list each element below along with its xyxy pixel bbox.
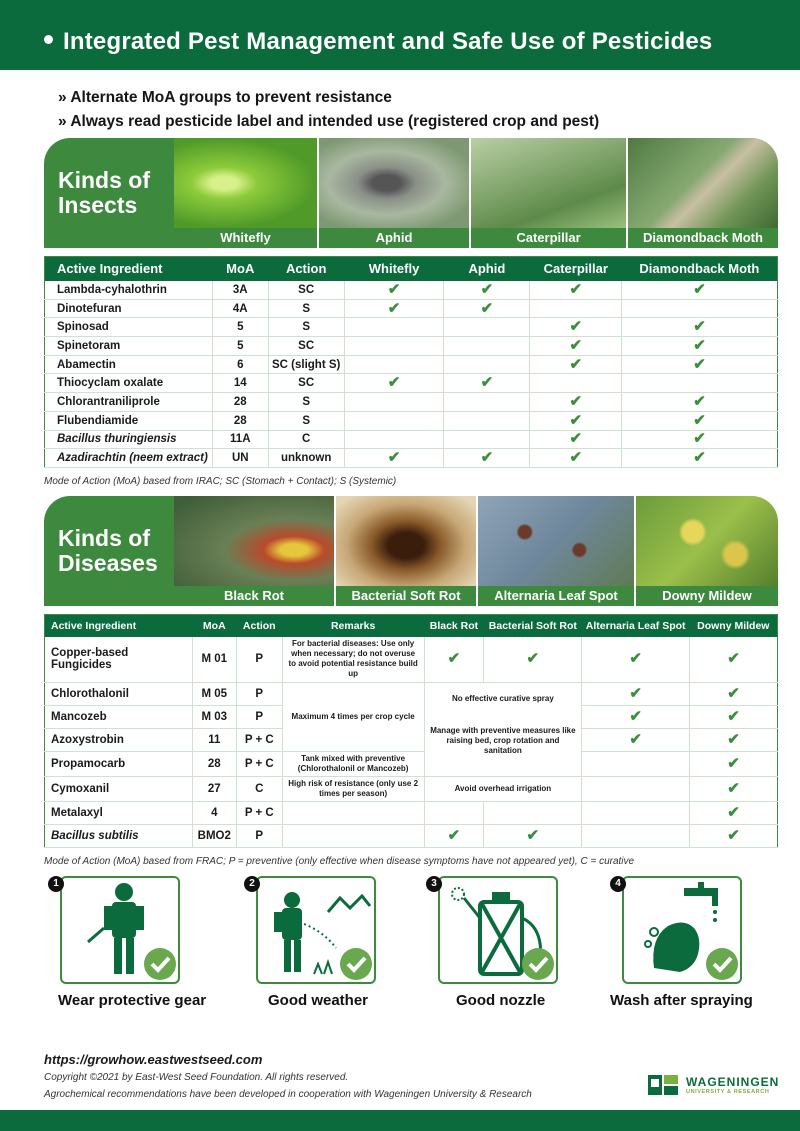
action-value: S (268, 393, 344, 412)
table-row (45, 393, 778, 412)
moa-value: 4 (192, 802, 236, 825)
insects-title-line2: Insects (58, 192, 138, 218)
photo-caterpillar (471, 138, 626, 248)
moa-value: M 05 (192, 683, 236, 706)
check-cell (530, 337, 622, 356)
check-cell (622, 355, 778, 374)
check-icon: ✔ (629, 708, 642, 725)
diseases-banner (44, 496, 778, 606)
check-icon: ✔ (569, 355, 583, 373)
check-icon: ✔ (693, 336, 706, 354)
moa-value: 6 (212, 355, 268, 374)
check-cell (344, 281, 444, 300)
remark-manage-preventive: Manage with preventive measures like raising bed, crop rotation and sanitation (424, 706, 582, 777)
page-title (44, 28, 712, 56)
action-value: SC (268, 337, 344, 356)
moa-value: 11 (192, 729, 236, 752)
active-ingredient: Flubendiamide (45, 411, 213, 430)
check-cell (690, 777, 778, 802)
caterpillar-image (471, 138, 626, 228)
disease-table (44, 614, 778, 848)
tip-label: Wear protective gear (58, 992, 207, 1009)
photo-caption: Whitefly (174, 228, 317, 248)
active-ingredient: Chlorothalonil (45, 683, 193, 706)
empty-cell (344, 411, 444, 430)
moa-value: 28 (212, 393, 268, 412)
empty-cell (282, 802, 424, 825)
check-cell (622, 337, 778, 356)
check-cell (530, 449, 622, 468)
check-icon: ✔ (727, 685, 740, 702)
action-value: unknown (268, 449, 344, 468)
photo-alternaria-leaf-spot (478, 496, 634, 606)
check-cell (530, 430, 622, 449)
header-remarks: Remarks (282, 615, 424, 637)
diseases-section-label (44, 496, 174, 606)
moa-value: 5 (212, 318, 268, 337)
moa-value: M 03 (192, 706, 236, 729)
table-row (45, 802, 778, 825)
tip-protective-gear (53, 876, 180, 984)
check-cell (582, 637, 690, 683)
active-ingredient: Abamectin (45, 355, 213, 374)
remark-tank-mixed: Tank mixed with preventive (Chlorothalonil or Mancozeb) (282, 752, 424, 777)
header-black-rot: Black Rot (424, 615, 484, 637)
key-points (58, 86, 599, 134)
bottom-bar (0, 1110, 800, 1131)
check-icon: ✔ (693, 392, 706, 410)
check-icon: ✔ (387, 299, 401, 317)
remark-overhead-irrigation: Avoid overhead irrigation (424, 777, 582, 802)
check-cell (582, 706, 690, 729)
check-cell (690, 802, 778, 825)
check-icon: ✔ (727, 650, 740, 668)
insects-banner (44, 138, 778, 248)
photo-caption: Aphid (319, 228, 469, 248)
check-icon: ✔ (693, 411, 706, 429)
empty-cell (344, 355, 444, 374)
check-icon: ✔ (693, 449, 706, 467)
remark-high-risk: High risk of resistance (only use 2 times per season) (282, 777, 424, 802)
diseases-title-line1: Kinds of (58, 525, 150, 551)
active-ingredient: Dinotefuran (45, 299, 213, 318)
moa-value: 3A (212, 281, 268, 300)
header-moa: MoA (212, 257, 268, 281)
wageningen-logo (648, 1073, 788, 1101)
tip-number: 2 (244, 876, 260, 892)
check-cell (444, 449, 530, 468)
check-cell (530, 318, 622, 337)
check-cell (622, 281, 778, 300)
check-cell (530, 393, 622, 412)
check-icon: ✔ (693, 318, 706, 336)
hand-washing-icon (624, 878, 744, 986)
action-value: P (236, 637, 282, 683)
check-cell (484, 825, 582, 848)
table-row (45, 752, 778, 777)
tip-label: Good weather (268, 992, 369, 1009)
check-icon: ✔ (569, 280, 583, 298)
whitefly-image (174, 138, 317, 228)
table-row (45, 449, 778, 468)
active-ingredient: Lambda-cyhalothrin (45, 281, 213, 300)
tip-number: 4 (610, 876, 626, 892)
check-icon: ✔ (629, 650, 642, 668)
check-icon: ✔ (569, 411, 583, 429)
moa-value: 28 (192, 752, 236, 777)
action-value: SC (268, 281, 344, 300)
empty-cell (444, 430, 530, 449)
header-action: Action (236, 615, 282, 637)
check-icon: ✔ (727, 731, 740, 748)
photo-caption: Diamondback Moth (628, 228, 778, 248)
check-icon: ✔ (693, 280, 706, 298)
check-icon: ✔ (526, 827, 540, 844)
empty-cell (582, 777, 690, 802)
header-aphid: Aphid (444, 257, 530, 281)
photo-caption: Downy Mildew (636, 586, 778, 606)
protective-gear-icon (62, 878, 182, 986)
photo-caption: Bacterial Soft Rot (336, 586, 476, 606)
check-icon: ✔ (447, 827, 461, 844)
action-value: P (236, 706, 282, 729)
bullet-dot (44, 35, 53, 44)
check-icon: ✔ (387, 449, 401, 467)
check-icon: ✔ (727, 804, 740, 821)
action-value: S (268, 411, 344, 430)
table-row (45, 337, 778, 356)
photo-downy-mildew (636, 496, 778, 606)
check-cell (444, 281, 530, 300)
tip-good-nozzle (431, 876, 558, 984)
table-row (45, 411, 778, 430)
alternaria-leaf-spot-image (478, 496, 634, 586)
tip-number: 3 (426, 876, 442, 892)
disease-moa-note: Mode of Action (MoA) based from FRAC; P = preventive (only effective when disease symptoms have not appeared yet), C = curative (44, 856, 635, 867)
table-row (45, 281, 778, 300)
table-row (45, 637, 778, 683)
action-value: S (268, 299, 344, 318)
check-cell (344, 374, 444, 393)
check-icon: ✔ (480, 299, 494, 317)
check-cell (690, 683, 778, 706)
copyright-text: Copyright ©2021 by East-West Seed Foundation. All rights reserved. (44, 1072, 349, 1083)
tip-good-weather (249, 876, 376, 984)
check-icon: ✔ (387, 280, 401, 298)
nozzle-sprayer-icon (440, 878, 560, 986)
tip-label: Wash after spraying (610, 992, 753, 1009)
check-icon: ✔ (447, 650, 461, 668)
logo-subtitle: UNIVERSITY & RESEARCH (686, 1089, 770, 1095)
check-cell (530, 355, 622, 374)
empty-cell (444, 355, 530, 374)
diamondback-moth-image (628, 138, 778, 228)
page-title-text: Integrated Pest Management and Safe Use of Pesticides (63, 28, 713, 55)
check-icon: ✔ (727, 755, 740, 772)
title-bar (0, 0, 800, 70)
active-ingredient: Bacillus subtilis (45, 825, 193, 848)
table-row (45, 430, 778, 449)
check-icon: ✔ (480, 280, 494, 298)
check-cell (690, 825, 778, 848)
photo-caption: Alternaria Leaf Spot (478, 586, 634, 606)
header-moa: MoA (192, 615, 236, 637)
good-weather-icon (258, 878, 378, 986)
check-cell (622, 393, 778, 412)
check-cell (582, 729, 690, 752)
header-downy-mildew: Downy Mildew (690, 615, 778, 637)
photo-bacterial-soft-rot (336, 496, 476, 606)
action-value: P + C (236, 802, 282, 825)
check-icon: ✔ (569, 392, 583, 410)
empty-cell (344, 318, 444, 337)
empty-cell (622, 299, 778, 318)
moa-value: M 01 (192, 637, 236, 683)
check-icon: ✔ (480, 374, 494, 392)
insect-table-header (45, 257, 778, 281)
header-bacterial-soft-rot: Bacterial Soft Rot (484, 615, 582, 637)
check-icon: ✔ (727, 780, 740, 797)
photo-diamondback-moth (628, 138, 778, 248)
moa-value: UN (212, 449, 268, 468)
table-row (45, 683, 778, 706)
check-cell (622, 430, 778, 449)
check-icon: ✔ (480, 449, 494, 467)
bacterial-soft-rot-image (336, 496, 476, 586)
action-value: P + C (236, 729, 282, 752)
check-cell (622, 411, 778, 430)
active-ingredient: Cymoxanil (45, 777, 193, 802)
check-icon: ✔ (569, 318, 583, 336)
table-row (45, 374, 778, 393)
header-active-ingredient: Active Ingredient (45, 615, 193, 637)
check-icon: ✔ (727, 708, 740, 725)
header-active-ingredient: Active Ingredient (45, 257, 213, 281)
action-value: P + C (236, 752, 282, 777)
table-row (45, 318, 778, 337)
active-ingredient: Propamocarb (45, 752, 193, 777)
action-value: SC (slight S) (268, 355, 344, 374)
photo-aphid (319, 138, 469, 248)
header-caterpillar: Caterpillar (530, 257, 622, 281)
empty-cell (444, 318, 530, 337)
check-cell (582, 683, 690, 706)
photo-caption: Black Rot (174, 586, 334, 606)
active-ingredient: Azadirachtin (neem extract) (45, 449, 213, 468)
downy-mildew-image (636, 496, 778, 586)
header-whitefly: Whitefly (344, 257, 444, 281)
insect-table (44, 256, 778, 468)
disease-table-header (45, 615, 778, 637)
tip-wash-after-spraying (615, 876, 742, 984)
check-cell (344, 299, 444, 318)
active-ingredient: Chlorantraniliprole (45, 393, 213, 412)
table-row (45, 355, 778, 374)
check-cell (484, 637, 582, 683)
key-point: » Alternate MoA groups to prevent resistance (58, 89, 392, 106)
check-cell (444, 374, 530, 393)
active-ingredient: Metalaxyl (45, 802, 193, 825)
check-cell (690, 752, 778, 777)
check-cell (690, 729, 778, 752)
remark-no-curative: No effective curative spray (424, 683, 582, 706)
moa-value: 4A (212, 299, 268, 318)
insect-table-body (45, 281, 778, 468)
moa-value: 27 (192, 777, 236, 802)
check-cell (622, 449, 778, 468)
moa-value: 5 (212, 337, 268, 356)
diseases-title-line2: Diseases (58, 550, 158, 576)
wageningen-mark-icon (648, 1075, 678, 1095)
insects-title-line1: Kinds of (58, 167, 150, 193)
action-value: P (236, 825, 282, 848)
check-cell (444, 299, 530, 318)
photo-black-rot (174, 496, 334, 606)
table-row (45, 777, 778, 802)
moa-value: BMO2 (192, 825, 236, 848)
check-icon: ✔ (629, 685, 642, 702)
action-value: S (268, 318, 344, 337)
check-icon: ✔ (569, 430, 583, 448)
active-ingredient: Copper-based Fungicides (45, 637, 193, 683)
action-value: SC (268, 374, 344, 393)
action-value: C (236, 777, 282, 802)
active-ingredient: Thiocyclam oxalate (45, 374, 213, 393)
cooperation-text: Agrochemical recommendations have been developed in cooperation with Wageningen University & Research (44, 1089, 532, 1100)
tip-number: 1 (48, 876, 64, 892)
empty-cell (444, 337, 530, 356)
active-ingredient: Bacillus thuringiensis (45, 430, 213, 449)
empty-cell (424, 802, 484, 825)
empty-cell (344, 337, 444, 356)
check-icon: ✔ (569, 336, 583, 354)
empty-cell (344, 393, 444, 412)
header-action: Action (268, 257, 344, 281)
check-icon: ✔ (693, 430, 706, 448)
check-cell (344, 449, 444, 468)
moa-value: 14 (212, 374, 268, 393)
website-link[interactable]: https://growhow.eastwestseed.com (44, 1052, 263, 1067)
active-ingredient: Mancozeb (45, 706, 193, 729)
check-icon: ✔ (569, 449, 583, 467)
action-value: C (268, 430, 344, 449)
empty-cell (582, 825, 690, 848)
insects-section-label (44, 138, 174, 248)
logo-wordmark: WAGENINGEN (686, 1075, 780, 1089)
table-row (45, 825, 778, 848)
active-ingredient: Azoxystrobin (45, 729, 193, 752)
check-cell (530, 411, 622, 430)
photo-whitefly (174, 138, 317, 248)
check-icon: ✔ (526, 650, 540, 668)
check-icon: ✔ (387, 374, 401, 392)
tip-label: Good nozzle (456, 992, 546, 1009)
empty-cell (582, 752, 690, 777)
empty-cell (622, 374, 778, 393)
remark-copper: For bacterial diseases: Use only when necessary; do not overuse to avoid potential resistance build up (282, 637, 424, 683)
disease-table-body (45, 637, 778, 848)
active-ingredient: Spinosad (45, 318, 213, 337)
check-icon: ✔ (629, 731, 642, 748)
active-ingredient: Spinetoram (45, 337, 213, 356)
moa-value: 28 (212, 411, 268, 430)
empty-cell (530, 374, 622, 393)
check-cell (690, 706, 778, 729)
check-cell (424, 637, 484, 683)
check-cell (530, 281, 622, 300)
remark-max-applications: Maximum 4 times per crop cycle (282, 683, 424, 752)
photo-caption: Caterpillar (471, 228, 626, 248)
check-cell (690, 637, 778, 683)
empty-cell (530, 299, 622, 318)
key-point: » Always read pesticide label and intended use (registered crop and pest) (58, 113, 600, 130)
check-cell (424, 825, 484, 848)
empty-cell (282, 825, 424, 848)
header-diamondback-moth: Diamondback Moth (622, 257, 778, 281)
check-cell (622, 318, 778, 337)
aphid-image (319, 138, 469, 228)
black-rot-image (174, 496, 334, 586)
header-alternaria-leaf-spot: Alternaria Leaf Spot (582, 615, 690, 637)
check-icon: ✔ (693, 355, 706, 373)
empty-cell (582, 802, 690, 825)
empty-cell (444, 393, 530, 412)
empty-cell (444, 411, 530, 430)
insect-moa-note: Mode of Action (MoA) based from IRAC; SC (Stomach + Contact); S (Systemic) (44, 476, 397, 487)
check-icon: ✔ (727, 827, 740, 844)
empty-cell (344, 430, 444, 449)
table-row (45, 299, 778, 318)
moa-value: 11A (212, 430, 268, 449)
action-value: P (236, 683, 282, 706)
empty-cell (484, 802, 582, 825)
